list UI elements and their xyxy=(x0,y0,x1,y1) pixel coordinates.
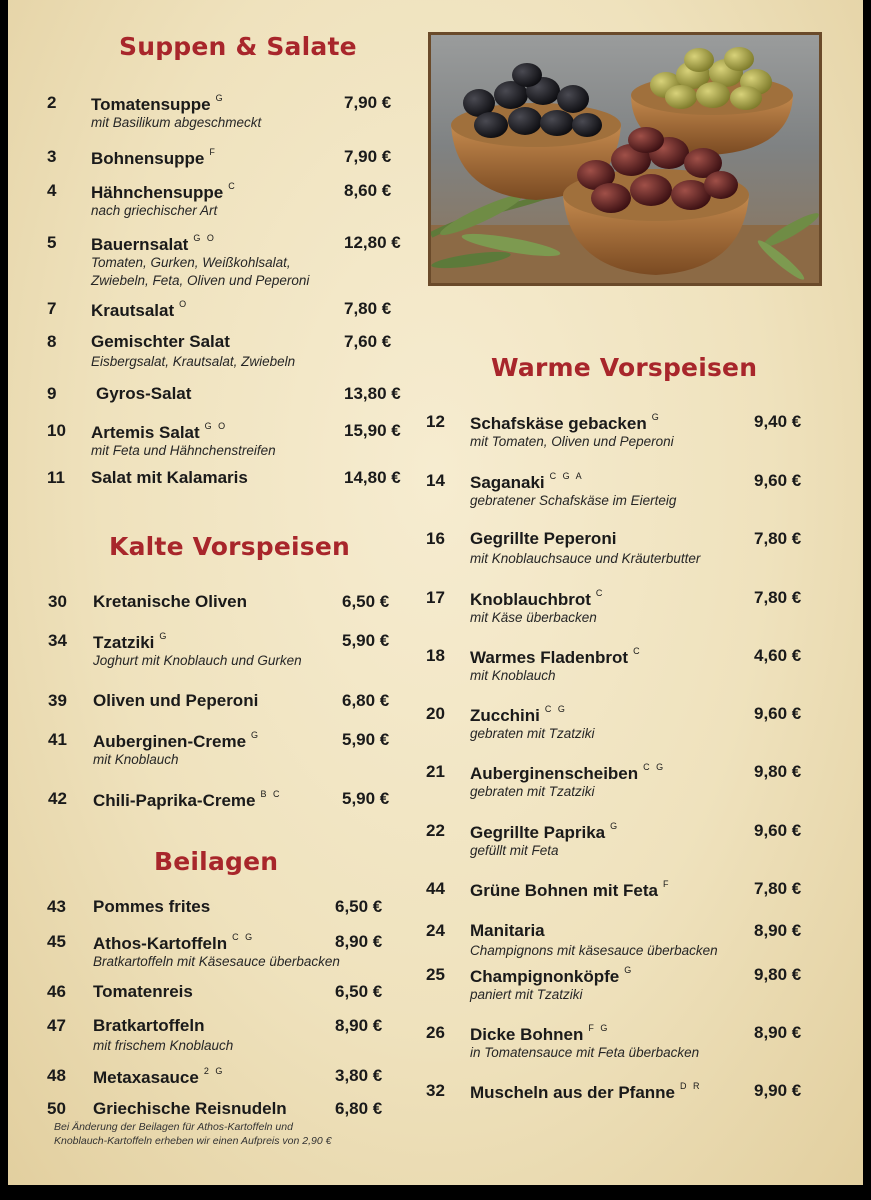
item-name xyxy=(93,631,168,653)
item-price: 3,80 € xyxy=(335,1066,383,1085)
menu-item xyxy=(426,646,826,683)
item-name-text: Bohnensuppe xyxy=(91,149,205,168)
item-price: 5,90 € xyxy=(342,631,390,650)
item-price: 6,80 € xyxy=(335,1099,383,1118)
item-name xyxy=(93,1099,287,1119)
description-line: gebraten mit Tzatziki xyxy=(470,784,595,799)
description-line: Eisbergsalat, Krautsalat, Zwiebeln xyxy=(91,354,296,369)
item-number: 45 xyxy=(47,932,66,951)
item-description xyxy=(470,842,559,860)
menu-item xyxy=(426,588,826,625)
item-price: 6,50 € xyxy=(342,592,390,611)
allergen-codes: F xyxy=(209,147,217,157)
allergen-codes: C xyxy=(595,588,605,598)
item-name xyxy=(470,471,584,493)
item-price: 8,90 € xyxy=(754,1023,802,1042)
item-number: 39 xyxy=(48,691,67,710)
item-description xyxy=(470,942,718,960)
allergen-codes: D R xyxy=(680,1081,702,1091)
item-price: 7,90 € xyxy=(344,93,392,112)
item-name xyxy=(93,592,247,612)
item-price: 9,60 € xyxy=(754,704,802,723)
item-price: 9,80 € xyxy=(754,762,802,781)
allergen-codes: C xyxy=(228,181,237,191)
item-name-text: Gemischter Salat xyxy=(91,332,230,351)
item-number: 43 xyxy=(47,897,66,916)
allergen-codes: C xyxy=(633,646,642,656)
item-name xyxy=(93,1016,204,1036)
menu-item xyxy=(426,879,826,899)
item-description xyxy=(470,1044,699,1062)
item-name xyxy=(470,1023,609,1045)
item-name-text: Muscheln aus der Pfanne xyxy=(470,1083,675,1102)
item-price: 7,80 € xyxy=(344,299,392,318)
item-number: 4 xyxy=(47,181,57,200)
allergen-codes: G O xyxy=(193,233,216,243)
item-name-text: Pommes frites xyxy=(93,897,211,916)
item-number: 16 xyxy=(426,529,445,548)
description-line: Zwiebeln, Feta, Oliven und Peperoni xyxy=(91,273,310,288)
item-price: 6,50 € xyxy=(335,982,383,1001)
description-line: mit Knoblauch xyxy=(470,668,556,683)
description-line: Tomaten, Gurken, Weißkohlsalat, xyxy=(91,255,291,270)
allergen-codes: G xyxy=(215,93,225,103)
item-name-text: Oliven und Peperoni xyxy=(93,691,259,710)
item-number: 10 xyxy=(47,421,66,440)
item-price: 14,80 € xyxy=(344,468,401,487)
item-number: 50 xyxy=(47,1099,66,1118)
item-description xyxy=(470,550,700,568)
item-name xyxy=(470,646,642,668)
menu-item xyxy=(47,1066,407,1086)
menu-item xyxy=(47,468,417,488)
section-title-kalte: Kalte Vorspeisen xyxy=(109,532,351,561)
description-line: mit Basilikum abgeschmeckt xyxy=(91,115,262,130)
item-number: 41 xyxy=(48,730,67,749)
olives-photo xyxy=(428,32,822,286)
item-name-text: Metaxasauce xyxy=(93,1068,199,1087)
item-number: 8 xyxy=(47,332,57,351)
menu-item xyxy=(47,299,417,319)
description-line: mit Feta und Hähnchenstreifen xyxy=(91,443,276,458)
menu-item xyxy=(426,704,826,741)
item-description xyxy=(470,609,597,627)
item-name xyxy=(470,529,616,549)
item-description xyxy=(93,953,340,971)
item-name xyxy=(470,704,567,726)
item-price: 5,90 € xyxy=(342,730,390,749)
menu-item xyxy=(47,1099,407,1119)
item-price: 9,60 € xyxy=(754,821,802,840)
menu-item xyxy=(426,471,826,508)
item-description xyxy=(93,1037,233,1055)
item-name xyxy=(93,789,282,811)
item-name-text: Bratkartoffeln xyxy=(93,1016,205,1035)
menu-item xyxy=(47,932,407,969)
description-line: gefüllt mit Feta xyxy=(470,843,559,858)
menu-item xyxy=(426,821,826,858)
item-number: 21 xyxy=(426,762,445,781)
menu-item xyxy=(47,1016,407,1053)
note-line-1: Bei Änderung der Beilagen für Athos-Kartoffeln und xyxy=(54,1121,293,1133)
item-number: 12 xyxy=(426,412,445,431)
item-price: 7,80 € xyxy=(754,529,802,548)
item-name xyxy=(470,921,545,941)
item-name xyxy=(470,762,665,784)
menu-item xyxy=(47,421,417,458)
item-number: 14 xyxy=(426,471,445,490)
item-name-text: Knoblauchbrot xyxy=(470,590,591,609)
item-price: 6,80 € xyxy=(342,691,390,710)
section-title-beilagen: Beilagen xyxy=(154,847,279,876)
item-name-text: Salat mit Kalamaris xyxy=(91,468,248,487)
item-number: 2 xyxy=(47,93,57,112)
item-price: 4,60 € xyxy=(754,646,802,665)
item-name-text: Champignonköpfe xyxy=(470,967,620,986)
item-name xyxy=(91,299,188,321)
item-name xyxy=(93,1066,224,1088)
item-number: 11 xyxy=(47,468,65,487)
menu-item xyxy=(47,233,417,288)
item-description xyxy=(93,751,179,769)
item-number: 32 xyxy=(426,1081,445,1100)
item-description xyxy=(91,202,217,220)
item-price: 7,80 € xyxy=(754,879,802,898)
item-number: 47 xyxy=(47,1016,66,1035)
item-description xyxy=(470,433,674,451)
menu-item xyxy=(47,384,417,404)
item-price: 9,90 € xyxy=(754,1081,802,1100)
description-line: Champignons mit käsesauce überbacken xyxy=(470,943,718,958)
item-name xyxy=(93,730,260,752)
allergen-codes: G O xyxy=(204,421,228,431)
item-name xyxy=(91,421,227,443)
item-description xyxy=(93,652,302,670)
item-price: 12,80 € xyxy=(344,233,401,252)
item-name-text: Gegrillte Paprika xyxy=(470,823,606,842)
item-name-text: Hähnchensuppe xyxy=(91,183,224,202)
description-line: mit Tomaten, Oliven und Peperoni xyxy=(470,434,674,449)
section-title-suppen: Suppen & Salate xyxy=(119,32,357,61)
item-name xyxy=(91,332,230,352)
item-name xyxy=(470,1081,702,1103)
item-name-text: Griechische Reisnudeln xyxy=(93,1099,287,1118)
item-number: 7 xyxy=(47,299,57,318)
description-line: Bratkartoffeln mit Käsesauce überbacken xyxy=(93,954,340,969)
item-name xyxy=(470,821,619,843)
item-description xyxy=(470,725,595,743)
allergen-codes: G xyxy=(651,412,661,422)
item-name-text: Tomatensuppe xyxy=(91,95,211,114)
menu-page xyxy=(8,0,863,1185)
description-line: mit Knoblauchsauce und Kräuterbutter xyxy=(470,551,701,566)
menu-item xyxy=(426,1081,826,1101)
item-name-text: Saganaki xyxy=(470,473,545,492)
allergen-codes: F xyxy=(662,879,671,889)
item-price: 13,80 € xyxy=(344,384,401,403)
item-price: 7,90 € xyxy=(344,147,392,166)
item-number: 9 xyxy=(47,384,57,403)
item-price: 8,60 € xyxy=(344,181,392,200)
menu-item xyxy=(47,332,417,369)
item-name xyxy=(93,982,193,1002)
item-name-text: Gegrillte Peperoni xyxy=(470,529,617,548)
item-description xyxy=(91,353,295,371)
item-name xyxy=(470,588,604,610)
allergen-codes: G xyxy=(624,965,634,975)
item-name-text: Warmes Fladenbrot xyxy=(470,648,629,667)
item-name xyxy=(91,468,248,488)
item-description xyxy=(470,492,676,510)
item-price: 7,80 € xyxy=(754,588,802,607)
item-number: 22 xyxy=(426,821,445,840)
allergen-codes: F G xyxy=(588,1023,610,1033)
beilagen-note xyxy=(54,1120,331,1148)
item-name-text: Tomatenreis xyxy=(93,982,193,1001)
item-name-text: Chili-Paprika-Creme xyxy=(93,791,256,810)
description-line: mit Käse überbacken xyxy=(470,610,597,625)
item-name xyxy=(93,932,254,954)
menu-item xyxy=(48,631,408,668)
item-name xyxy=(93,691,258,711)
menu-item xyxy=(48,730,408,767)
item-price: 9,80 € xyxy=(754,965,802,984)
item-price: 8,90 € xyxy=(754,921,802,940)
item-name-text: Zucchini xyxy=(470,706,540,725)
description-line: gebraten mit Tzatziki xyxy=(470,726,595,741)
item-name-text: Auberginenscheiben xyxy=(470,764,639,783)
item-number: 42 xyxy=(48,789,67,808)
item-description xyxy=(470,667,556,685)
item-name-text: Grüne Bohnen mit Feta xyxy=(470,881,658,900)
item-price: 9,40 € xyxy=(754,412,802,431)
description-line: nach griechischer Art xyxy=(91,203,218,218)
item-number: 17 xyxy=(426,588,445,607)
item-price: 15,90 € xyxy=(344,421,401,440)
item-price: 9,60 € xyxy=(754,471,802,490)
description-line: gebratener Schafskäse im Eierteig xyxy=(470,493,677,508)
item-name-text: Artemis Salat xyxy=(91,423,200,442)
olive-bowls-illustration xyxy=(431,35,819,283)
menu-item xyxy=(48,592,408,612)
item-name-text: Schafskäse gebacken xyxy=(470,414,647,433)
menu-item xyxy=(48,789,408,809)
menu-item xyxy=(48,691,408,711)
description-line: Joghurt mit Knoblauch und Gurken xyxy=(93,653,302,668)
item-number: 44 xyxy=(426,879,445,898)
menu-item xyxy=(47,93,417,130)
item-description xyxy=(91,114,261,132)
allergen-codes: C G xyxy=(232,932,255,942)
item-number: 25 xyxy=(426,965,445,984)
item-number: 3 xyxy=(47,147,57,166)
item-number: 26 xyxy=(426,1023,445,1042)
allergen-codes: G xyxy=(251,730,261,740)
item-name-text: Gyros-Salat xyxy=(96,384,192,403)
allergen-codes: G xyxy=(610,821,620,831)
menu-item xyxy=(426,921,826,958)
item-name-text: Kretanische Oliven xyxy=(93,592,248,611)
menu-item xyxy=(426,1023,826,1060)
menu-item xyxy=(426,412,826,449)
item-name xyxy=(96,384,191,404)
item-price: 6,50 € xyxy=(335,897,383,916)
item-name xyxy=(470,412,661,434)
item-name xyxy=(470,965,633,987)
menu-item xyxy=(426,965,826,1002)
item-name-text: Krautsalat xyxy=(91,301,175,320)
item-name-text: Athos-Kartoffeln xyxy=(93,934,228,953)
item-name xyxy=(470,879,670,901)
item-description xyxy=(91,254,309,290)
item-number: 20 xyxy=(426,704,445,723)
item-price: 7,60 € xyxy=(344,332,392,351)
item-name-text: Bauernsalat xyxy=(91,235,189,254)
description-line: mit frischem Knoblauch xyxy=(93,1038,234,1053)
menu-item xyxy=(47,147,417,167)
item-description xyxy=(91,442,276,460)
item-number: 18 xyxy=(426,646,445,665)
item-name-text: Auberginen-Creme xyxy=(93,732,247,751)
allergen-codes: C G xyxy=(544,704,567,714)
menu-item xyxy=(426,529,826,566)
item-number: 34 xyxy=(48,631,67,650)
allergen-codes: B C xyxy=(260,789,282,799)
menu-item xyxy=(47,897,407,917)
menu-item xyxy=(426,762,826,799)
item-name-text: Tzatziki xyxy=(93,633,155,652)
item-number: 30 xyxy=(48,592,67,611)
item-description xyxy=(470,986,583,1004)
description-line: paniert mit Tzatziki xyxy=(470,987,583,1002)
allergen-codes: C G xyxy=(643,762,666,772)
item-price: 8,90 € xyxy=(335,1016,383,1035)
item-name xyxy=(91,233,216,255)
note-line-2: Knoblauch-Kartoffeln erheben wir einen Aufpreis von 2,90 € xyxy=(54,1135,332,1147)
allergen-codes: 2 G xyxy=(203,1066,225,1076)
item-number: 46 xyxy=(47,982,66,1001)
description-line: mit Knoblauch xyxy=(93,752,179,767)
item-price: 5,90 € xyxy=(342,789,390,808)
item-name xyxy=(91,181,237,203)
item-name xyxy=(93,897,210,917)
menu-item xyxy=(47,181,417,218)
item-description xyxy=(470,783,595,801)
item-price: 8,90 € xyxy=(335,932,383,951)
allergen-codes: C G A xyxy=(549,471,584,481)
item-number: 24 xyxy=(426,921,445,940)
item-name xyxy=(91,147,217,169)
item-number: 5 xyxy=(47,233,57,252)
section-title-warme: Warme Vorspeisen xyxy=(491,353,758,382)
allergen-codes: O xyxy=(179,299,189,309)
description-line: in Tomatensauce mit Feta überbacken xyxy=(470,1045,700,1060)
item-name-text: Manitaria xyxy=(470,921,545,940)
item-number: 48 xyxy=(47,1066,66,1085)
item-name-text: Dicke Bohnen xyxy=(470,1025,584,1044)
allergen-codes: G xyxy=(159,631,169,641)
menu-item xyxy=(47,982,407,1002)
item-name xyxy=(91,93,225,115)
